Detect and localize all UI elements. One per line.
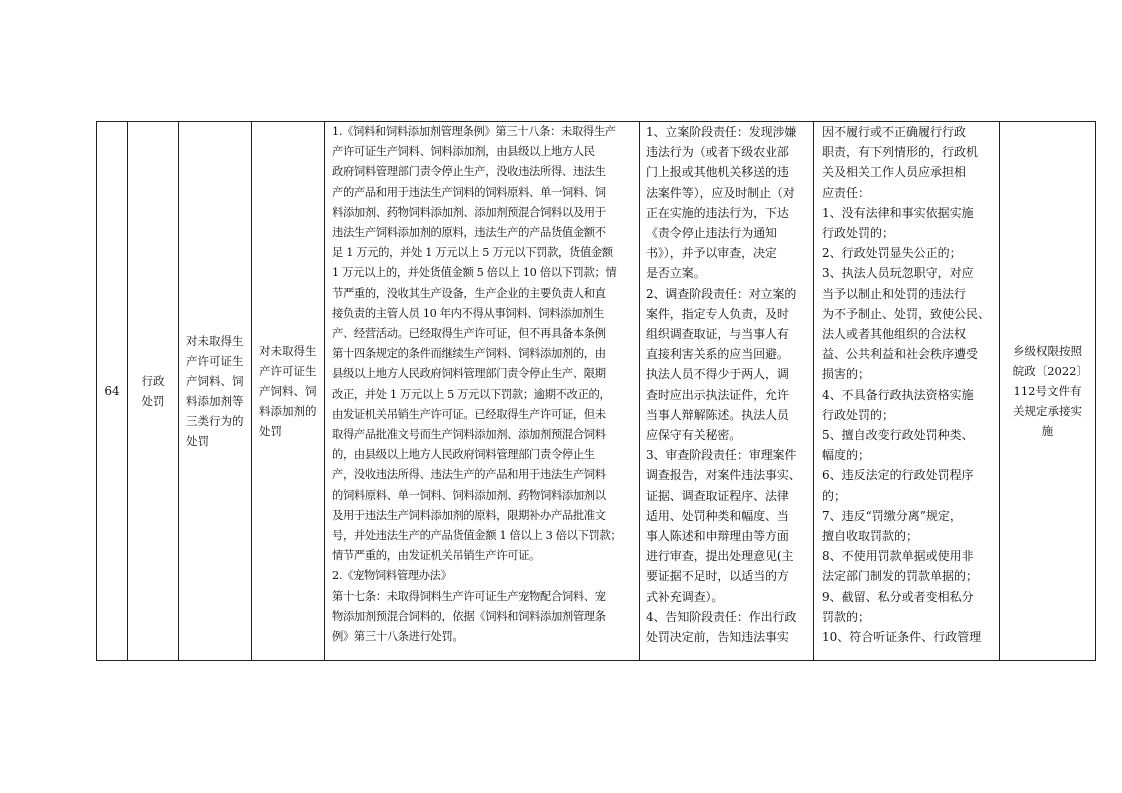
accountability-line: 8、不使用罚款单据或使用非 — [822, 549, 974, 564]
accountability-line: 的； — [822, 488, 847, 503]
legal-basis-line: 改正，并处 1 万元以上 5 万元以下罚款；逾期不改正的， — [332, 387, 611, 401]
accountability-line: 关及相关工作人员应承担相 — [822, 165, 967, 180]
accountability-line: 应责任： — [822, 185, 871, 200]
responsibility-line: 书》），并予以审查，决定 — [646, 246, 777, 261]
item-name: 对未取得生产许可证生产饲料、饲料添加剂等三类行为的处罚 — [186, 334, 244, 448]
cell-row-number — [97, 122, 128, 660]
responsibility-line: 处罚决定前，告知违法事实 — [646, 630, 789, 645]
responsibility-line: 直接利害关系的应当回避。 — [646, 347, 789, 362]
remark-text: 乡级权限按照皖政〔2022〕112号文件有关规定承接实施 — [1012, 344, 1083, 438]
responsibility-line: 要证据不足时，以适当的方 — [646, 569, 789, 584]
legal-basis-line: 节严重的，没收其生产设备，生产企业的主要负责人和直 — [332, 286, 606, 300]
responsibility-line: 适用、处罚种类和幅度、当 — [646, 508, 789, 523]
responsibility-line: 证据、调查取证程序、法律 — [646, 488, 789, 503]
legal-basis-line: 1 万元以上的，并处货值金额 5 倍以上 10 倍以下罚款；情 — [332, 266, 617, 280]
legal-basis-line: 接负责的主管人员 10 年内不得从事饲料、饲料添加剂生 — [332, 306, 604, 320]
sub-item-name: 对未取得生产许可证生产饲料、饲料添加剂的处罚 — [259, 344, 317, 438]
legal-basis-line: 足 1 万元的，并处 1 万元以上 5 万元以下罚款，货值金额 — [332, 246, 613, 260]
accountability-line: 6、违反法定的行政处罚程序 — [822, 468, 974, 483]
accountability-line: 7、违反“罚缴分离”规定， — [822, 508, 962, 523]
legal-basis-line: 县级以上地方人民政府饲料管理部门责令停止生产、限期 — [332, 367, 606, 381]
accountability-line: 损害的； — [822, 367, 871, 382]
legal-basis-line: 例》第三十八条进行处罚。 — [332, 630, 464, 644]
accountability-line: 2、行政处罚显失公正的； — [822, 246, 962, 261]
cell-power-category — [128, 122, 179, 660]
responsibility-text — [640, 122, 813, 647]
legal-basis-line: 产、经营活动。已经取得生产许可证，但不再具备本条例 — [332, 327, 606, 341]
legal-basis-line: 物添加剂预混合饲料的，依据《饲料和饲料添加剂管理条 — [332, 609, 606, 623]
responsibility-line: 执法人员不得少于两人，调 — [646, 367, 789, 382]
accountability-line: 行政处罚的； — [822, 407, 895, 422]
legal-basis-line: 由发证机关吊销生产许可证。已经取得生产许可证，但未 — [332, 407, 606, 421]
responsibility-line: 1、立案阶段责任：发现涉嫌 — [646, 125, 797, 139]
legal-basis-line: 及用于违法生产饲料添加剂的原料，限期补办产品批准文 — [332, 508, 606, 522]
responsibility-line: 查时应出示执法证件，允许 — [646, 387, 789, 402]
responsibility-line: 是否立案。 — [646, 266, 706, 281]
responsibility-line: 门上报或其他机关移送的违 — [646, 165, 789, 180]
accountability-line: 当予以制止和处罚的违法行 — [822, 286, 967, 301]
accountability-line: 职责，有下列情形的，行政机 — [822, 145, 979, 160]
accountability-line: 罚款的； — [822, 609, 871, 624]
accountability-line: 10、符合听证条件、行政管理 — [822, 630, 982, 645]
legal-basis-line: 违法生产饲料添加剂的原料，违法生产的产品货值金额不 — [332, 226, 606, 240]
responsibility-line: 式补充调查）。 — [646, 589, 724, 604]
responsibility-line: 组织调查取证，与当事人有 — [646, 327, 789, 342]
cell-sub-item — [252, 122, 325, 660]
accountability-line: 3、执法人员玩忽职守，对应 — [822, 266, 974, 281]
legal-basis-line: 的饲料原料、单一饲料、饲料添加剂、药物饲料添加剂以 — [332, 488, 606, 502]
legal-basis-line: 取得产品批准文号而生产饲料添加剂、添加剂预混合饲料 — [332, 428, 606, 442]
row-number: 64 — [104, 384, 120, 398]
responsibility-line: 《责令停止违法行为通知 — [646, 226, 777, 241]
accountability-text — [814, 122, 1000, 647]
accountability-line: 9、截留、私分或者变相私分 — [822, 589, 974, 604]
responsibility-line: 法案件等），应及时制止（对 — [646, 185, 795, 200]
responsibility-line: 调查报告，对案件违法事实、 — [646, 468, 801, 483]
accountability-line: 为不予制止、处罚，致使公民、 — [822, 306, 991, 321]
legal-basis-line: 第十四条规定的条件而继续生产饲料、饲料添加剂的，由 — [332, 347, 606, 361]
accountability-line: 1、没有法律和事实依据实施 — [822, 205, 974, 220]
legal-basis-line: 情节严重的，由发证机关吊销生产许可证。 — [332, 549, 540, 563]
responsibility-line: 事人陈述和申辩理由等方面 — [646, 529, 789, 544]
legal-basis-line: 产的产品和用于违法生产饲料的饲料原料、单一饲料、饲 — [332, 185, 606, 199]
legal-basis-line: 产，没收违法所得、违法生产的产品和用于违法生产饲料 — [332, 468, 606, 482]
cell-responsibility — [640, 122, 814, 660]
legal-basis-line: 产许可证生产饲料、饲料添加剂，由县级以上地方人民 — [332, 145, 595, 159]
accountability-line: 法人或者其他组织的合法权 — [822, 327, 967, 342]
legal-basis-line: 第十七条：未取得饲料生产许可证生产宠物配合饲料、宠 — [332, 589, 606, 603]
responsibility-line: 违法行为（或者下级农业部 — [646, 145, 789, 160]
accountability-line: 幅度的； — [822, 448, 871, 463]
accountability-line: 法定部门制发的罚款单据的； — [822, 569, 979, 584]
legal-basis-line: 政府饲料管理部门责令停止生产，没收违法所得、违法生 — [332, 165, 606, 179]
responsibility-line: 4、告知阶段责任：作出行政 — [646, 609, 797, 624]
cell-legal-basis — [325, 122, 640, 660]
power-category: 行政处罚 — [141, 374, 165, 408]
accountability-line: 4、不具备行政执法资格实施 — [822, 387, 974, 402]
accountability-line: 行政处罚的； — [822, 226, 895, 241]
accountability-line: 擅自收取罚款的； — [822, 529, 919, 544]
responsibility-line: 进行审查，提出处理意见(主 — [646, 549, 794, 564]
legal-basis-line: 料添加剂、药物饲料添加剂、添加剂预混合饲料以及用于 — [332, 205, 606, 219]
accountability-line: 5、擅自改变行政处罚种类、 — [822, 428, 974, 443]
legal-basis-line: 的，由县级以上地方人民政府饲料管理部门责令停止生 — [332, 448, 595, 462]
legal-basis-line: 号，并处违法生产的产品货值金额 1 倍以上 3 倍以下罚款； — [332, 529, 622, 543]
responsibility-line: 应保守有关秘密。 — [646, 428, 742, 443]
cell-item-name — [179, 122, 252, 660]
responsibility-line: 当事人辩解陈述。执法人员 — [646, 407, 789, 422]
responsibility-line: 2、调查阶段责任：对立案的 — [646, 286, 797, 301]
power-list-table — [96, 121, 1000, 661]
legal-basis-line: 1.《饲料和饲料添加剂管理条例》第三十八条：未取得生产 — [332, 125, 616, 138]
responsibility-line: 3、审查阶段责任：审理案件 — [646, 448, 797, 463]
cell-accountability — [814, 122, 1000, 660]
accountability-line: 益、公共利益和社会秩序遭受 — [822, 347, 979, 362]
cell-remark — [1000, 121, 1096, 661]
legal-basis-line: 2.《宠物饲料管理办法》 — [332, 569, 452, 583]
accountability-line: 因不履行或不正确履行行政 — [822, 125, 967, 139]
legal-basis-text — [325, 122, 639, 647]
responsibility-line: 正在实施的违法行为，下达 — [646, 205, 789, 220]
responsibility-line: 案件，指定专人负责，及时 — [646, 306, 789, 321]
